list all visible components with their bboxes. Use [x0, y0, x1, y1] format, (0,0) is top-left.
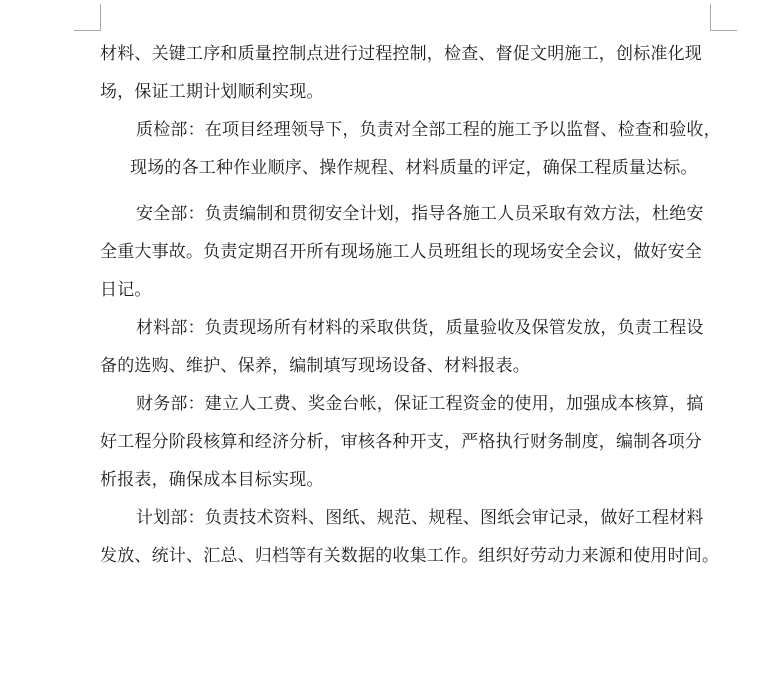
text-line: 发放、统计、汇总、归档等有关数据的收集工作。组织好劳动力来源和使用时间。	[100, 546, 720, 566]
text-line: 备的选购、维护、保养，编制填写现场设备、材料报表。	[100, 356, 530, 376]
paragraph-planning	[100, 499, 720, 575]
text-line: 计划部：负责技术资料、图纸、规范、规程、图纸会审记录，做好工程材料	[136, 508, 704, 528]
text-line: 现场的各工种作业顺序、操作规程、材料质量的评定，确保工程质量达标。	[130, 158, 698, 178]
document-body	[100, 35, 721, 575]
paragraph-finance	[100, 385, 711, 499]
text-line: 材料、关键工序和质量控制点进行过程控制，检查、督促文明施工，创标准化现	[100, 44, 702, 64]
page-corner-mark-top-left	[74, 4, 101, 31]
text-line: 场，保证工期计划顺利实现。	[100, 82, 324, 102]
text-line: 财务部：建立人工费、奖金台帐，保证工程资金的使用，加强成本核算，搞	[136, 394, 704, 414]
text-line: 全重大事故。负责定期召开所有现场施工人员班组长的现场安全会议，做好安全	[100, 242, 702, 262]
text-line: 材料部：负责现场所有材料的采取供货，质量验收及保管发放，负责工程设	[136, 318, 704, 338]
page-corner-mark-top-right	[710, 4, 737, 31]
paragraph-safety	[100, 195, 711, 309]
text-line: 质检部：在项目经理领导下，负责对全部工程的施工予以监督、检查和验收，	[136, 120, 721, 140]
text-line: 析报表，确保成本目标实现。	[100, 470, 324, 490]
text-line: 好工程分阶段核算和经济分析，审核各种开支，严格执行财务制度，编制各项分	[100, 432, 702, 452]
paragraph-continuation	[100, 35, 711, 111]
paragraph-quality-inspection	[100, 111, 721, 187]
paragraph-materials	[100, 309, 711, 385]
text-line: 安全部：负责编制和贯彻安全计划，指导各施工人员采取有效方法，杜绝安	[136, 204, 704, 224]
text-line: 日记。	[100, 280, 152, 300]
